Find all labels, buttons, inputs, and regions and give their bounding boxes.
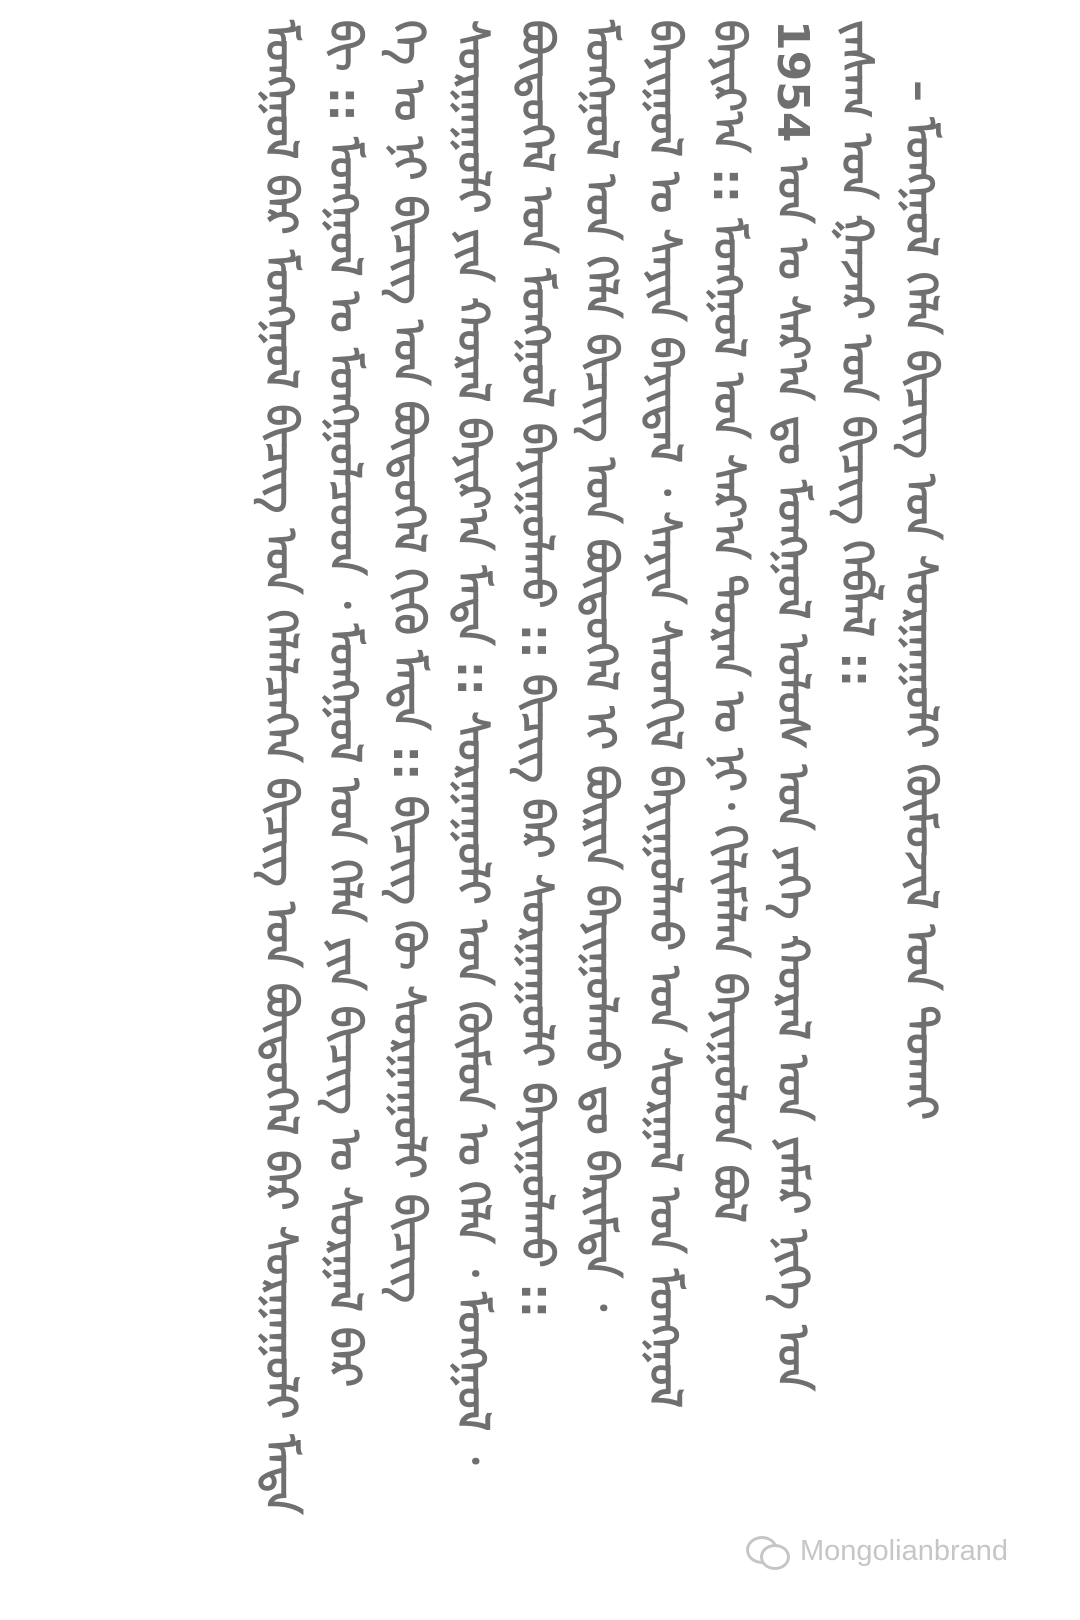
text-line: ᠪᠢ :: ᠮᠣᠩᠭᠣᠯ ᠤ ᠮᠣᠩᠭᠣᠯᠴᠤᠳ ᠂ ᠮᠣᠩᠭᠣᠯ ᠤᠨ ᠬᠡᠯᠡ ᠶᠢᠨ ᠪᠢᠴᠢᠭ ᠤ ᠰᠤᠷᠭᠠᠯ ᠪᠠᠷ [319, 20, 370, 1388]
text-line: ᠵᠠᠰᠠᠭ ᠤᠨ ᠭᠠᠵᠠᠷ ᠤᠨ ᠪᠢᠴᠢᠭ ᠬᠡᠪᠯᠡᠯ :: [831, 20, 882, 688]
text-line: ᠪᠦᠲᠦᠭᠡᠯ ᠤᠨ ᠮᠣᠩᠭᠣᠯ ᠪᠠᠶᠢᠭᠤᠯᠬᠤ :: ᠪᠢᠴᠢᠭ ᠪᠠᠷ ᠰᠤᠷᠭᠠᠭᠤᠯᠢ ᠪᠠᠶᠢᠭᠤᠯᠬᠤ :: [511, 20, 562, 1319]
text-line: ᠪᠠᠶᠢᠭᠤᠯ ᠤ ᠰᠠᠶᠢᠨ ᠪᠠᠶᠢᠳᠠᠯ ᠂ ᠰᠠᠶᠢᠨ ᠰᠡᠳᠬᠢᠯ ᠪᠠᠶᠢᠭᠤᠯᠬᠤ ᠤᠨ ᠰᠤᠷᠭᠠᠯ ᠤᠨ ᠮᠣᠩᠭᠣᠯ [639, 20, 690, 1408]
text-line: ᠬᠡ ᠤ ᠨᠢ ᠪᠢᠴᠢᠭ ᠤᠨ ᠪᠦᠲᠦᠭᠡᠯ ᠬᠢᠬᠦ ᠮᠡᠳᠡ :: ᠪᠢᠴᠢᠭ ᠬᠦ ᠰᠤᠷᠭᠠᠭᠤᠯᠢ ᠪᠢᠴᠢᠭ᠌ [383, 20, 434, 1303]
mongolian-text-block [110, 20, 970, 1580]
watermark [746, 1534, 1008, 1568]
text-line: ᠪᠠᠶᠢᠷ᠎ᠠ :: ᠮᠣᠩᠭᠣᠯ ᠤᠨ ᠰᠠᠷ᠎ᠠ ᠳᠤᠷᠠᠨ ᠤ ᠨᠢ᠂ ᠬᠢᠯᠢᠮᠡᠯᠡᠨ ᠪᠠᠶᠢᠭᠤᠯᠤᠨ ᠪᠤᠯ [703, 20, 754, 1223]
watermark-label: Mongolianbrand [800, 1534, 1008, 1567]
text-line: ᠮᠣᠩᠭᠣᠯ ᠪᠠᠷ ᠮᠣᠩᠭᠣᠯ ᠪᠢᠴᠢᠭ ᠤᠨ ᠬᠡᠯᠡᠯᠴᠡᠭᠡᠨ ᠪᠢᠴᠢᠭ ᠤᠨ ᠪᠦᠲᠦᠭᠡᠯ ᠪᠠᠷ ᠰᠤᠷᠭᠠᠭᠤᠯᠢ ᠮᠡᠳᠡ [255, 20, 306, 1515]
text-line: ᠰᠤᠷᠭᠠᠭᠤᠯᠢ ᠶᠢᠨ ᠬᠤᠷᠠᠯ ᠪᠠᠶᠢᠷ᠎ᠠ ᠮᠡᠳᠡ :: ᠰᠤᠷᠭᠠᠭᠤᠯᠢ ᠤᠨ ᠬᠦᠮᠦᠨ ᠤ ᠬᠡᠯᠡ ᠂ ᠮᠣᠩᠭᠣᠯ ᠂ [447, 20, 498, 1465]
text-line: ᠮᠣᠩᠭᠣᠯ ᠤᠨ ᠬᠡᠯᠡ ᠪᠢᠴᠢᠭ ᠤᠨ ᠪᠦᠲᠦᠭᠡᠯ ᠢ ᠪᠦᠷᠢᠨ ᠪᠠᠶᠢᠭᠤᠯᠬᠤ ᠳᠤ ᠪᠠᠷᠢᠮᠲᠠ ᠂ [575, 20, 626, 1311]
wechat-icon [746, 1534, 790, 1568]
text-line: 1954 ᠣᠨ ᠤ ᠰᠠᠷ᠎ᠠ ᠳᠤ ᠮᠣᠩᠭᠣᠯ ᠤᠯᠤᠰ ᠤᠨ ᠶᠡᠬᠡ ᠬᠤᠷᠠᠯ ᠤᠨ ᠶᠠᠮᠠᠷ ᠨᠢᠭᠡ ᠤᠨ [767, 20, 818, 1391]
text-line: – ᠮᠣᠩᠭᠣᠯ ᠬᠡᠯᠡ ᠪᠢᠴᠢᠭ᠌ ᠤᠨ ᠰᠤᠷᠭᠠᠭᠤᠯᠢ ᠬᠥᠮᠦᠵᠢᠯ ᠤᠨ ᠲᠤᠬᠠᠢ [895, 80, 946, 1120]
